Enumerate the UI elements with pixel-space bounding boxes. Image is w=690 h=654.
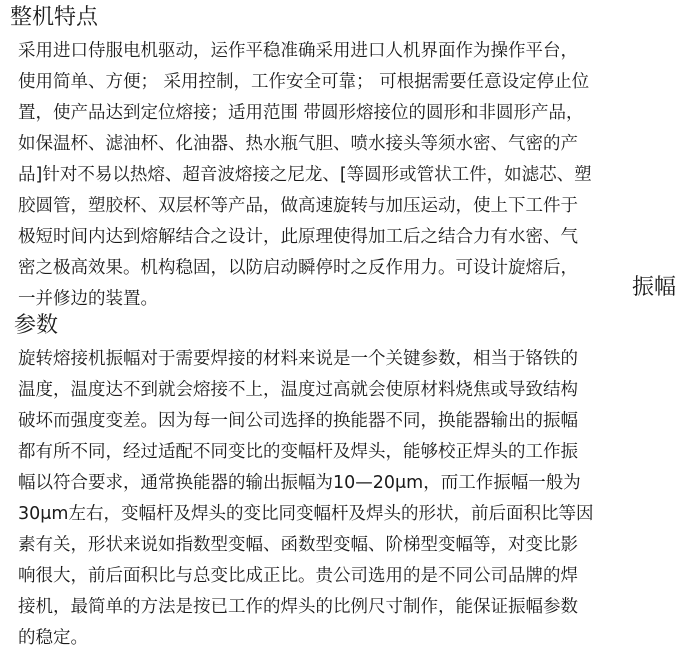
paragraph-line: 置，使产品达到定位熔接；适用范围 带圆形熔接位的圆形和非圆形产品， (18, 103, 584, 123)
paragraph-line: 接机，最简单的方法是按已工作的焊头的比例尺寸制作，能保证振幅参数 (18, 597, 578, 617)
paragraph-line: 破坏而强度变差。因为每一间公司选择的换能器不同，换能器输出的振幅 (18, 411, 578, 431)
paragraph-line: 品]针对不易以热熔、超音波熔接之尼龙、[等圆形或管状工件，如滤芯、塑 (18, 165, 592, 185)
paragraph-line: 一并修边的装置。 (18, 289, 158, 309)
paragraph-line: 旋转熔接机振幅对于需要焊接的材料来说是一个关键参数，相当于铬铁的 (18, 349, 578, 369)
section-title-amplitude-part1: 振幅 (631, 275, 676, 300)
paragraph-line: 使用简单、方便； 采用控制，工作安全可靠； 可根据需要任意设定停止位 (18, 72, 590, 92)
paragraph-line: 密之极高效果。机构稳固，以防启动瞬停时之反作用力。可设计旋熔后， (18, 258, 578, 278)
paragraph-line: 胶圆管，塑胶杯、双层杯等产品，做高速旋转与加压运动，使上下工件于 (18, 196, 578, 216)
paragraph-line: 响很大，前后面积比与总变比成正比。贵公司选用的是不同公司品牌的焊 (18, 566, 578, 586)
paragraph-line: 素有关，形状来说如指数型变幅、函数型变幅、阶梯型变幅等，对变比影 (18, 535, 578, 555)
paragraph-line: 温度，温度达不到就会熔接不上，温度过高就会使原材料烧焦或导致结构 (18, 380, 578, 400)
amplitude-paragraph (18, 344, 678, 654)
paragraph-line: 都有所不同，经过适配不同变比的变幅杆及焊头，能够校正焊头的工作振 (18, 442, 578, 462)
paragraph-line: 的稳定。 (18, 628, 88, 648)
paragraph-line: 30μm左右，变幅杆及焊头的变比同变幅杆及焊头的形状，前后面积比等因 (18, 504, 594, 524)
paragraph-line: 幅以符合要求，通常换能器的输出振幅为10—20μm，而工作振幅一般为 (18, 473, 581, 493)
section-title-features: 整机特点 (10, 5, 99, 30)
section-title-amplitude-part2: 参数 (14, 313, 59, 338)
paragraph-line: 如保温杯、滤油杯、化油器、热水瓶气胆、喷水接头等须水密、气密的产 (18, 134, 578, 154)
features-paragraph (18, 36, 678, 315)
paragraph-line: 极短时间内达到熔解结合之设计，此原理使得加工后之结合力有水密、气 (18, 227, 578, 247)
paragraph-line: 采用进口侍服电机驱动，运作平稳准确采用进口人机界面作为操作平台， (18, 41, 578, 61)
